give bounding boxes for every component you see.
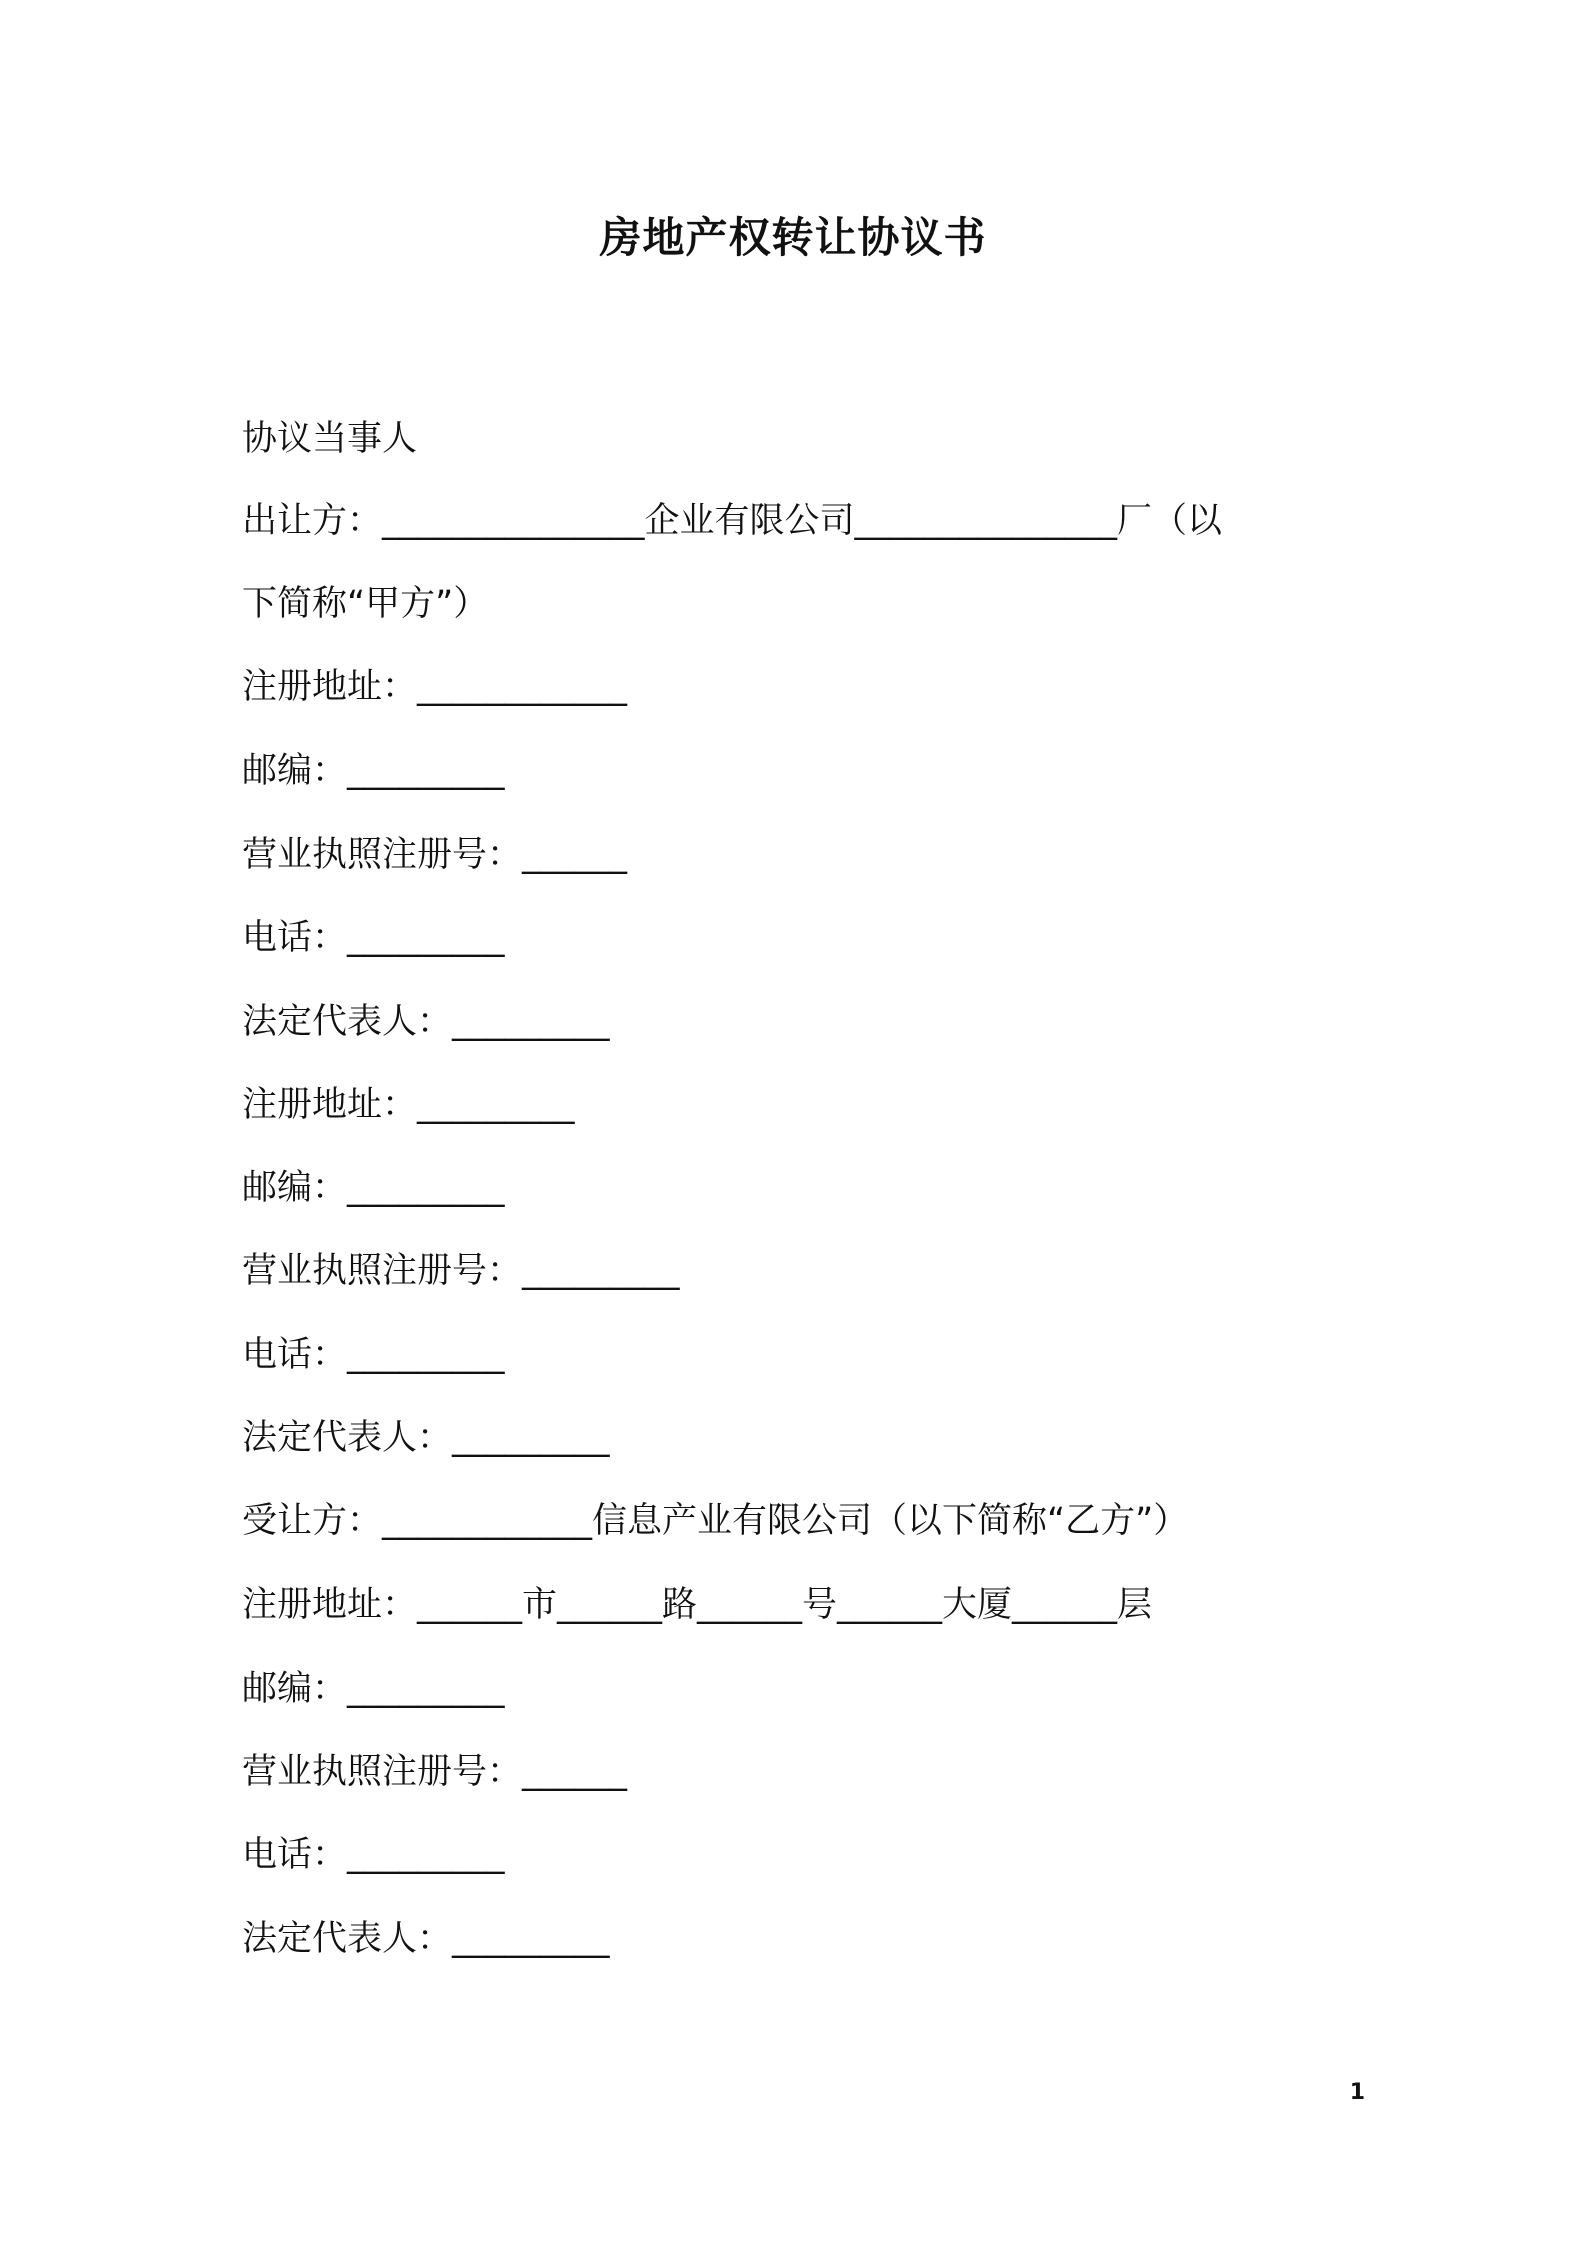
- text-line-transferee: 受让方：____________信息产业有限公司（以下简称“乙方”）: [242, 1501, 1189, 1541]
- text-line-parties: 协议当事人: [242, 419, 418, 459]
- text-line-license-2: 营业执照注册号：_________: [242, 1251, 680, 1291]
- text-line-phone-1: 电话：_________: [242, 918, 505, 958]
- text-line-representative-3: 法定代表人：_________: [242, 1919, 610, 1959]
- text-line-address-3: 注册地址：______市______路______号______大厦______层: [242, 1585, 1153, 1625]
- text-line-transferor: 出让方：_______________企业有限公司_______________厂（以: [242, 501, 1223, 541]
- text-line-transferor-alias: 下简称“甲方”）: [242, 584, 489, 624]
- text-line-representative-2: 法定代表人：_________: [242, 1418, 610, 1458]
- text-line-license-1: 营业执照注册号：______: [242, 835, 628, 875]
- text-line-phone-2: 电话：_________: [242, 1335, 505, 1375]
- text-line-address-1: 注册地址：____________: [242, 667, 628, 707]
- text-line-representative-1: 法定代表人：_________: [242, 1002, 610, 1042]
- text-line-address-2: 注册地址：_________: [242, 1085, 575, 1125]
- document-title: 房地产权转让协议书: [599, 213, 987, 262]
- text-line-license-3: 营业执照注册号：______: [242, 1752, 628, 1792]
- page-number: 1: [1349, 2080, 1365, 2105]
- text-line-postcode-2: 邮编：_________: [242, 1168, 505, 1208]
- text-line-postcode-3: 邮编：_________: [242, 1669, 505, 1709]
- text-line-phone-3: 电话：_________: [242, 1835, 505, 1875]
- text-line-postcode-1: 邮编：_________: [242, 751, 505, 791]
